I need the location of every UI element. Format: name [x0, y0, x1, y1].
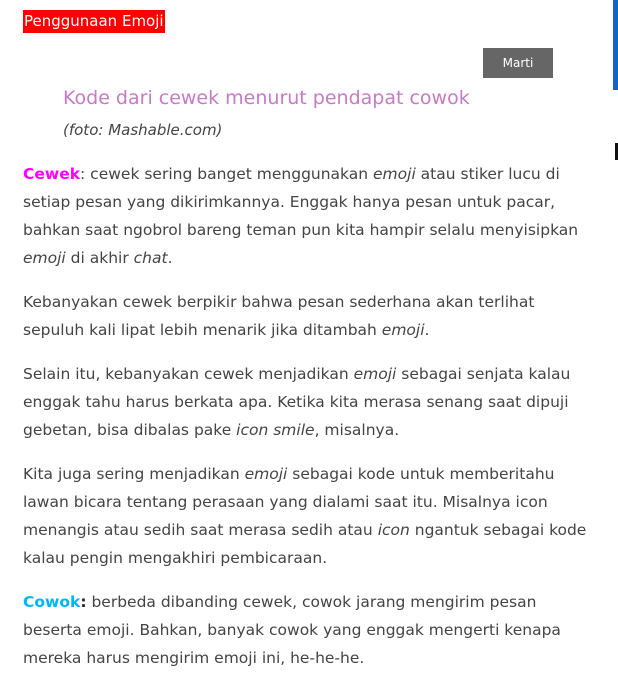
- text-segment: Selain itu, kebanyakan cewek menjadikan: [23, 365, 354, 383]
- paragraph-2: [23, 288, 591, 344]
- emphasis-text: icon: [377, 521, 410, 539]
- emphasis-text: emoji: [353, 365, 397, 383]
- text-segment: Kebanyakan cewek berpikir bahwa pesan sederhana akan terlihat sepuluh kali lipat lebih menarik jika ditambah: [23, 293, 535, 339]
- text-segment: , misalnya.: [314, 421, 400, 439]
- image-caption-title: Kode dari cewek menurut pendapat cowok: [63, 87, 470, 109]
- text-segment: atau stiker lucu di setiap pesan yang dikirimkannya. Enggak hanya pesan untuk pacar, bahkan saat ngobrol bareng teman pun kita hampir selalu menyisipkan: [23, 165, 579, 239]
- text-segment: .: [424, 321, 430, 339]
- edge-accent-bar: [613, 0, 618, 90]
- emphasis-text: emoji: [23, 249, 66, 267]
- emphasis-text: chat: [133, 249, 168, 267]
- cowok-colon: :: [80, 593, 87, 611]
- text-segment: sebagai kode untuk memberitahu lawan bicara tentang perasaan yang dialami saat itu. Misalnya icon menangis atau sedih saat merasa sedih atau: [23, 465, 555, 539]
- image-caption-source: (foto: Mashable.com): [63, 121, 223, 139]
- paragraph-3: [23, 360, 591, 444]
- text-segment: .: [167, 249, 173, 267]
- cewek-label: Cewek: [23, 165, 81, 183]
- emphasis-text: icon smile: [236, 421, 315, 439]
- text-segment: ngantuk sebagai kode kalau pengin mengakhiri pembicaraan.: [23, 521, 587, 567]
- paragraph-4: [23, 460, 591, 572]
- section-heading-label: Penggunaan Emoji: [23, 10, 165, 33]
- emphasis-text: emoji: [381, 321, 425, 339]
- text-segment: Kita juga sering menjadikan: [23, 465, 245, 483]
- paragraph-cewek: [23, 160, 591, 272]
- paragraph-cowok: [23, 588, 591, 672]
- text-segment: di akhir: [65, 249, 134, 267]
- emphasis-text: emoji: [244, 465, 288, 483]
- author-button[interactable]: Marti: [483, 48, 553, 78]
- emphasis-text: emoji: [373, 165, 416, 183]
- text-segment: berbeda dibanding cewek, cowok jarang mengirim pesan beserta emoji. Bahkan, banyak cowok yang enggak mengerti kenapa mereka harus mengirim emoji ini, he-he-he.: [23, 593, 561, 667]
- article-body: [23, 160, 591, 688]
- text-segment: : cewek sering banget menggunakan: [80, 165, 374, 183]
- text-segment: sebagai senjata kalau enggak tahu harus berkata apa. Ketika kita merasa senang saat dipuji gebetan, bisa dibalas pake: [23, 365, 571, 439]
- cowok-label: Cowok: [23, 593, 81, 611]
